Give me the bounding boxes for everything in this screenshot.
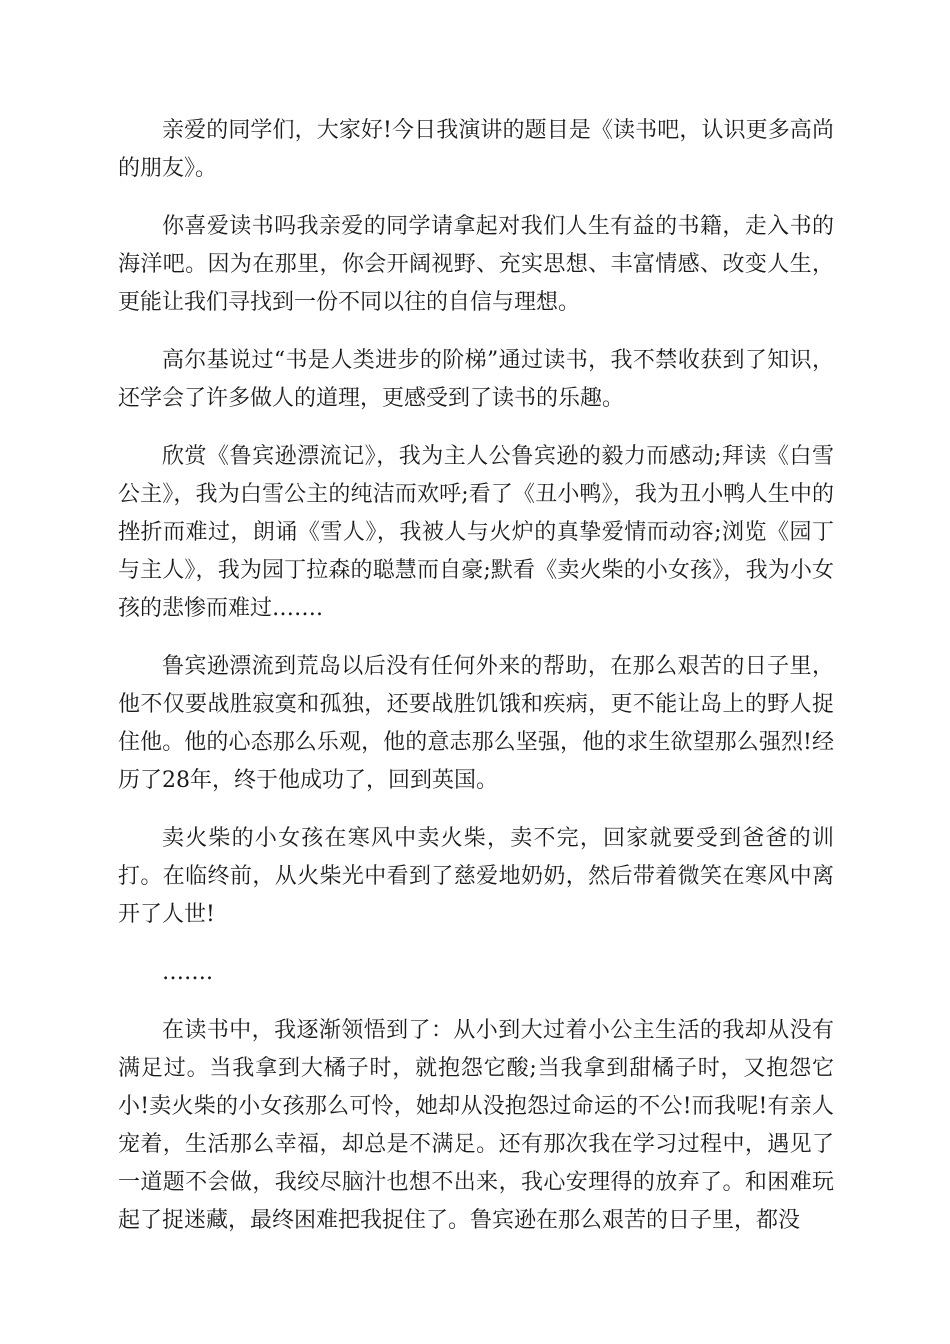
paragraph-book-list: 欣赏《鲁宾逊漂流记》，我为主人公鲁宾逊的毅力而感动;拜读《白雪公主》，我为白雪公主的纯洁而欢呼;看了《丑小鸭》，我为丑小鸭人生中的挫折而难过，朗诵《雪人》，我被人与火炉的真挚爱情而动容;浏览《园丁与主人》，我为园丁拉森的聪慧而自豪;默看《卖火柴的小女孩》，我为小女孩的悲惨而难过…….: [118, 444, 834, 621]
paragraph-robinson: 鲁宾逊漂流到荒岛以后没有任何外来的帮助，在那么艰苦的日子里，他不仅要战胜寂寞和孤独，还要战胜饥饿和疾病，更不能让岛上的野人捉住他。他的心态那么乐观，他的意志那么坚强，他的求生欲望那么强烈!经历了28年，终于他成功了，回到英国。: [118, 654, 834, 793]
paragraph-love-reading: 你喜爱读书吗我亲爱的同学请拿起对我们人生有益的书籍，走入书的海洋吧。因为在那里，你会开阔视野、充实思想、丰富情感、改变人生，更能让我们寻找到一份不同以往的自信与理想。: [118, 214, 834, 315]
paragraph-gorky-quote: 高尔基说过“书是人类进步的阶梯”通过读书，我不禁收获到了知识，还学会了许多做人的道理，更感受到了读书的乐趣。: [118, 348, 834, 411]
paragraph-realization: 在读书中，我逐渐领悟到了：从小到大过着小公主生活的我却从没有满足过。当我拿到大橘子时，就抱怨它酸;当我拿到甜橘子时，又抱怨它小!卖火柴的小女孩那么可怜，她却从没抱怨过命运的不公!而我呢!有亲人宠着，生活那么幸福，却总是不满足。还有那次我在学习过程中，遇见了一道题不会做，我绞尽脑汁也想不出来，我心安理得的放弃了。和困难玩起了捉迷藏，最终困难把我捉住了。鲁宾逊在那么艰苦的日子里，都没: [118, 1018, 834, 1233]
paragraph-match-girl: 卖火柴的小女孩在寒风中卖火柴，卖不完，回家就要受到爸爸的训打。在临终前，从火柴光中看到了慈爱地奶奶，然后带着微笑在寒风中离开了人世!: [118, 826, 834, 927]
paragraph-greeting: 亲爱的同学们，大家好!今日我演讲的题目是《读书吧，认识更多高尚的朋友》。: [118, 118, 834, 181]
paragraph-ellipsis: …….: [162, 960, 213, 985]
document-body: [118, 112, 834, 1260]
